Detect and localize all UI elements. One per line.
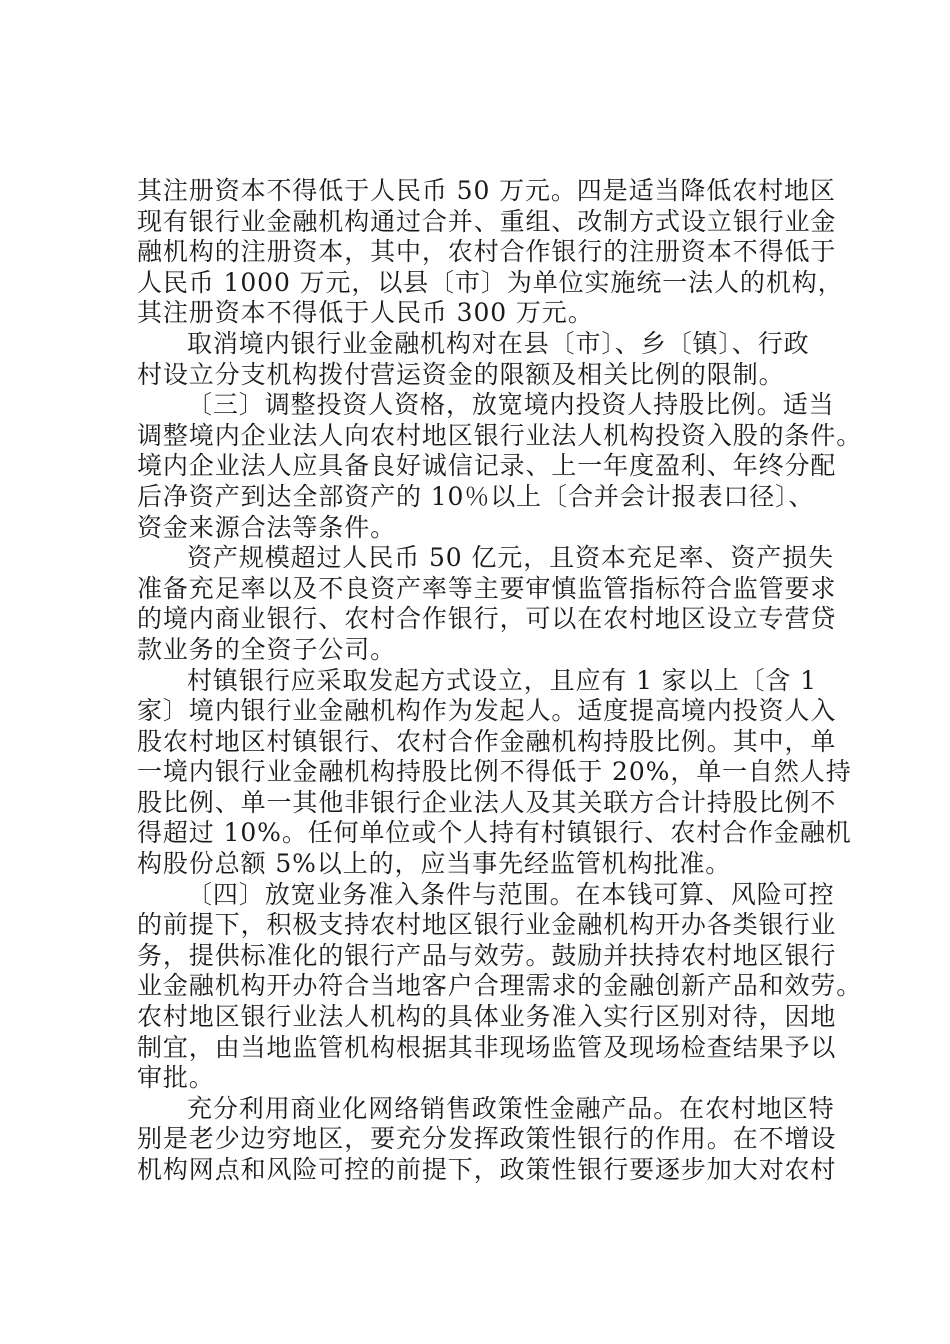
paragraph-first-line: 〔四〕放宽业务准入条件与范围。在本钱可算、风险可控 [187,879,835,909]
text-line: 村设立分支机构拨付营运资金的限额及相关比例的限制。 [137,359,785,389]
paragraph-first-line: 充分利用商业化网络销售政策性金融产品。在农村地区特 [187,1093,835,1123]
text-line: 业金融机构开办符合当地客户合理需求的金融创新产品和效劳。 [137,971,863,1001]
text-line: 其注册资本不得低于人民币 300 万元。 [137,298,594,328]
paragraph-first-line: 村镇银行应采取发起方式设立，且应有 1 家以上〔含 1 [187,665,817,695]
text-line: 准备充足率以及不良资产率等主要审慎监管指标符合监管要求 [137,573,837,603]
text-line: 资金来源合法等条件。 [137,512,397,542]
text-line: 款业务的全资子公司。 [137,634,397,664]
text-line: 股比例、单一其他非银行企业法人及其关联方合计持股比例不 [137,787,837,817]
text-line: 审批。 [137,1063,215,1093]
text-line: 融机构的注册资本，其中，农村合作银行的注册资本不得低于 [137,237,837,267]
text-line: 家〕境内银行业金融机构作为发起人。适度提高境内投资人入 [137,696,837,726]
text-line: 境内企业法人应具备良好诚信记录、上一年度盈利、年终分配 [137,451,837,481]
text-line: 农村地区银行业法人机构的具体业务准入实行区别对待，因地 [137,1002,837,1032]
paragraph-first-line: 资产规模超过人民币 50 亿元，且资本充足率、资产损失 [187,543,835,573]
text-line: 现有银行业金融机构通过合并、重组、改制方式设立银行业金 [137,206,837,236]
text-line: 的前提下，积极支持农村地区银行业金融机构开办各类银行业 [137,910,837,940]
text-line: 制宜，由当地监管机构根据其非现场监管及现场检查结果予以 [137,1032,837,1062]
text-line: 股农村地区村镇银行、农村合作金融机构持股比例。其中，单 [137,726,837,756]
document-body [137,176,863,1186]
paragraph-first-line: 取消境内银行业金融机构对在县〔市〕、乡〔镇〕、行政 [187,328,810,358]
text-line: 构股份总额 5%以上的，应当事先经监管机构批准。 [137,849,732,879]
text-line: 后净资产到达全部资产的 10％以上〔合并会计报表口径〕、 [137,481,815,511]
text-line: 得超过 10%。任何单位或个人持有村镇银行、农村合作金融机 [137,818,852,848]
text-line: 务，提供标准化的银行产品与效劳。鼓励并扶持农村地区银行 [137,940,837,970]
text-line: 的境内商业银行、农村合作银行，可以在农村地区设立专营贷 [137,604,837,634]
text-line: 机构网点和风险可控的前提下，政策性银行要逐步加大对农村 [137,1155,837,1184]
text-line: 别是老少边穷地区，要充分发挥政策性银行的作用。在不增设 [137,1124,837,1154]
paragraph-first-line: 〔三〕调整投资人资格，放宽境内投资人持股比例。适当 [187,390,835,420]
text-line: 一境内银行业金融机构持股比例不得低于 20%，单一自然人持 [137,757,852,787]
text-line: 人民币 1000 万元，以县〔市〕为单位实施统一法人的机构， [137,267,844,297]
text-line: 调整境内企业法人向农村地区银行业法人机构投资入股的条件。 [137,420,863,450]
text-line: 其注册资本不得低于人民币 50 万元。四是适当降低农村地区 [137,176,836,205]
